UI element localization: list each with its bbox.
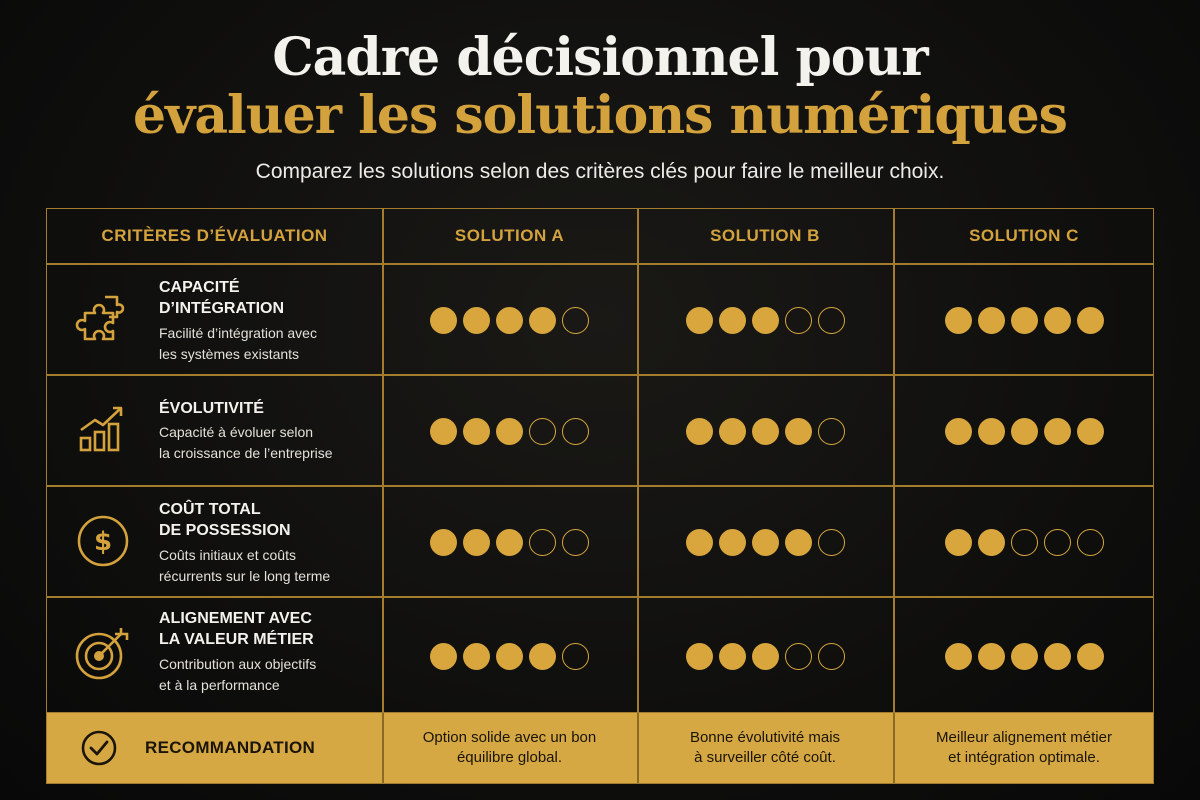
rating-dot-filled	[686, 307, 713, 334]
criterion-description: Facilité d’intégration avec les systèmes existants	[159, 325, 317, 362]
rating-dot-filled	[978, 307, 1005, 334]
recommendation-solution-c: Meilleur alignement métier et intégration optimale.	[936, 729, 1112, 766]
check-circle-icon	[81, 730, 117, 766]
rating-dot-filled	[719, 307, 746, 334]
rating-dot-filled	[430, 529, 457, 556]
rating-dot-filled	[978, 643, 1005, 670]
rating-dot-filled	[752, 418, 779, 445]
criterion-row-cost	[47, 485, 382, 596]
column-divider	[637, 209, 639, 713]
recommendation-bar	[47, 713, 1153, 783]
recommendation-solution-a: Option solide avec un bon équilibre global.	[422, 729, 597, 766]
rating-dot-filled	[978, 418, 1005, 445]
rating-dot-filled	[945, 643, 972, 670]
recommendation-solution-b: Bonne évolutivité mais à surveiller côté coût.	[689, 729, 841, 766]
target-icon	[75, 626, 131, 682]
rating-dot-empty	[562, 418, 589, 445]
page-title-accent: évaluer les solutions numériques	[133, 85, 1067, 146]
rating-dot-filled	[719, 529, 746, 556]
rating-solution-c	[945, 307, 1104, 334]
rating-dot-filled	[752, 643, 779, 670]
comparison-table	[46, 208, 1154, 784]
rating-dot-filled	[463, 529, 490, 556]
rating-solution-b	[686, 643, 845, 670]
criterion-description: Coûts initiaux et coûts récurrents sur le long terme	[159, 547, 331, 584]
growth-chart-icon	[75, 400, 131, 456]
rating-solution-c	[945, 418, 1104, 445]
rating-dot-empty	[785, 307, 812, 334]
rating-dot-filled	[686, 418, 713, 445]
rating-dot-empty	[562, 643, 589, 670]
rating-dot-filled	[496, 643, 523, 670]
criterion-title: ÉVOLUTIVITÉ	[159, 400, 264, 417]
rating-dot-empty	[818, 307, 845, 334]
rating-dot-filled	[463, 643, 490, 670]
rating-dot-filled	[945, 307, 972, 334]
header-criteria: CRITÈRES D’ÉVALUATION	[101, 226, 328, 245]
rating-dot-empty	[818, 643, 845, 670]
rating-dot-filled	[686, 529, 713, 556]
rating-dot-empty	[818, 418, 845, 445]
rating-dot-filled	[529, 643, 556, 670]
rating-dot-empty	[818, 529, 845, 556]
rating-dot-filled	[1011, 418, 1038, 445]
rating-solution-c	[945, 529, 1104, 556]
rating-dot-empty	[562, 529, 589, 556]
rating-dot-filled	[1077, 418, 1104, 445]
rating-dot-filled	[496, 418, 523, 445]
rating-dot-filled	[785, 418, 812, 445]
criterion-row-scalability	[47, 374, 382, 485]
rating-dot-filled	[1077, 643, 1104, 670]
puzzle-icon	[75, 289, 131, 345]
rating-solution-a	[430, 418, 589, 445]
rating-dot-filled	[1044, 418, 1071, 445]
rating-solution-a	[430, 529, 589, 556]
rating-dot-filled	[945, 529, 972, 556]
criterion-title: ALIGNEMENT AVEC LA VALEUR MÉTIER	[159, 610, 314, 648]
column-divider	[893, 209, 895, 713]
rating-dot-empty	[785, 643, 812, 670]
rating-dot-filled	[1011, 643, 1038, 670]
dollar-icon	[75, 513, 131, 569]
rating-dot-filled	[430, 307, 457, 334]
rating-dot-filled	[752, 529, 779, 556]
rating-dot-filled	[1077, 307, 1104, 334]
rating-dot-filled	[978, 529, 1005, 556]
page-title: Cadre décisionnel pour	[272, 27, 928, 88]
criterion-title: COÛT TOTAL DE POSSESSION	[159, 501, 291, 539]
rating-dot-filled	[463, 307, 490, 334]
header-solution-a: SOLUTION A	[454, 226, 565, 245]
rating-dot-empty	[562, 307, 589, 334]
header-solution-c: SOLUTION C	[969, 226, 1079, 245]
rating-dot-empty	[1077, 529, 1104, 556]
rating-dot-filled	[463, 418, 490, 445]
rating-dot-filled	[1044, 643, 1071, 670]
criterion-description: Capacité à évoluer selon la croissance de l’entreprise	[159, 424, 333, 461]
header-solution-b: SOLUTION B	[710, 226, 820, 245]
rating-dot-filled	[785, 529, 812, 556]
page-subtitle: Comparez les solutions selon des critères clés pour faire le meilleur choix.	[255, 160, 945, 183]
rating-dot-filled	[945, 418, 972, 445]
recommendation-label: RECOMMANDATION	[145, 738, 316, 757]
column-divider	[382, 209, 384, 713]
svg-text:$: $	[93, 527, 113, 557]
rating-dot-filled	[430, 418, 457, 445]
rating-dot-filled	[496, 529, 523, 556]
rating-solution-b	[686, 307, 845, 334]
rating-solution-a	[430, 643, 589, 670]
rating-dot-filled	[1011, 307, 1038, 334]
rating-dot-filled	[719, 643, 746, 670]
rating-dot-filled	[430, 643, 457, 670]
rating-dot-filled	[686, 643, 713, 670]
criterion-row-alignment	[47, 596, 382, 712]
rating-dot-filled	[752, 307, 779, 334]
rating-solution-a	[430, 307, 589, 334]
rating-solution-b	[686, 418, 845, 445]
rating-dot-empty	[529, 418, 556, 445]
rating-solution-b	[686, 529, 845, 556]
rating-solution-c	[945, 643, 1104, 670]
rating-dot-empty	[529, 529, 556, 556]
rating-dot-filled	[496, 307, 523, 334]
rating-dot-filled	[529, 307, 556, 334]
rating-dot-filled	[719, 418, 746, 445]
rating-dot-empty	[1044, 529, 1071, 556]
rating-dot-empty	[1011, 529, 1038, 556]
criterion-description: Contribution aux objectifs et à la performance	[159, 656, 317, 693]
criterion-row-integration	[47, 263, 382, 374]
rating-dot-filled	[1044, 307, 1071, 334]
criterion-title: CAPACITÉ D’INTÉGRATION	[159, 279, 285, 317]
